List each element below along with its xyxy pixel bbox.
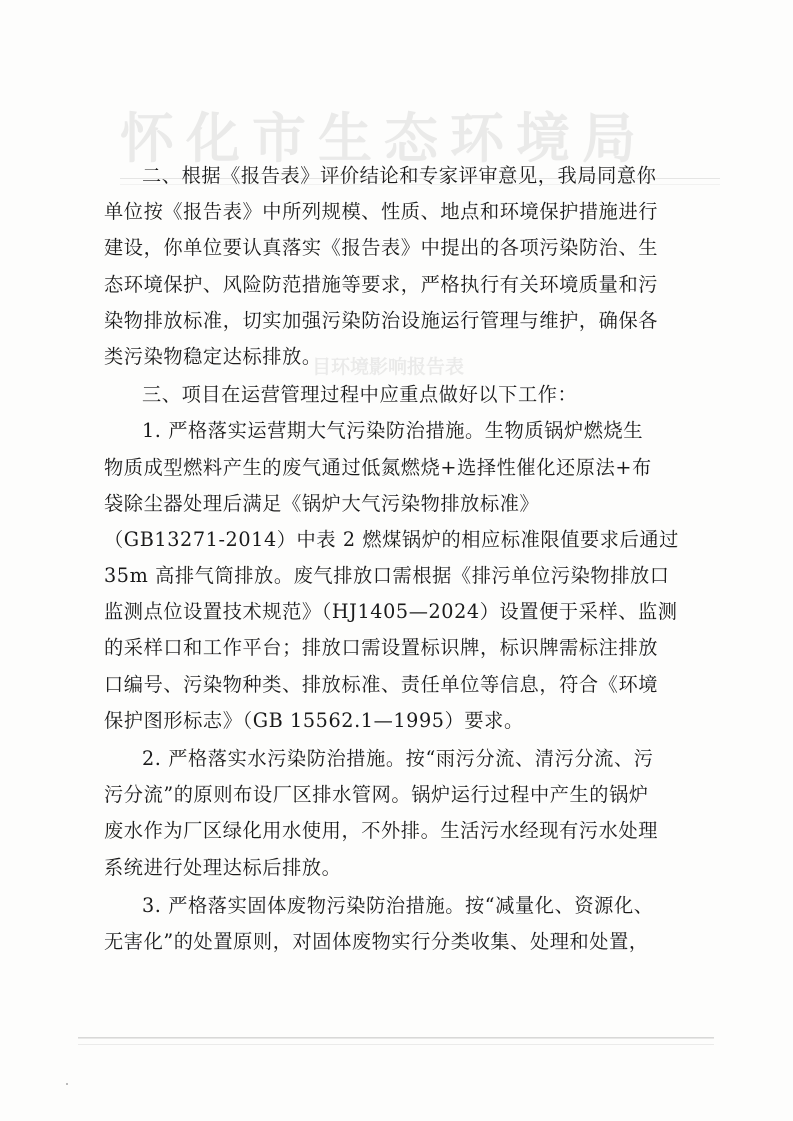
paragraph-line: 单位按《报告表》中所列规模、性质、地点和环境保护措施进行 [104, 200, 659, 224]
scan-speck [66, 1083, 68, 1085]
paragraph-line: 的采样口和工作平台；排放口需设置标识牌，标识牌需标注排放 [104, 636, 659, 660]
paragraph-line: 35m 高排气筒排放。废气排放口需根据《排污单位污染物排放口 [104, 564, 670, 588]
paragraph-line: （GB13271-2014）中表 2 燃煤锅炉的相应标准限值要求后通过 [104, 527, 679, 551]
paragraph-line: 类污染物稳定达标排放。 [104, 344, 322, 368]
paragraph-line: 无害化”的处置原则，对固体废物实行分类收集、处理和处置， [104, 929, 649, 953]
body-text [104, 158, 704, 960]
paragraph-line: 系统进行处理达标后排放。 [104, 855, 342, 879]
paragraph-line: 污分流”的原则布设厂区排水管网。锅炉运行过程中产生的锅炉 [104, 783, 649, 807]
paragraph-line: 建设，你单位要认真落实《报告表》中提出的各项污染防治、生 [104, 236, 659, 260]
paragraph-line: 监测点位设置技术规范》（HJ1405—2024）设置便于采样、监测 [104, 600, 678, 624]
paragraph-line: 二、根据《报告表》评价结论和专家评审意见，我局同意你 [142, 164, 657, 187]
show-through-heading: 目环境影响报告表 [312, 356, 465, 378]
show-through-letterhead: 怀化市生态环境局 [120, 106, 648, 170]
paragraph-line: 染物排放标准，切实加强污染防治设施运行管理与维护，确保各 [104, 308, 659, 332]
paragraph-line: 物质成型燃料产生的废气通过低氮燃烧+选择性催化还原法+布 [104, 455, 652, 479]
paragraph-line: 三、项目在运营管理过程中应重点做好以下工作： [142, 383, 578, 407]
footer-rule [78, 1037, 714, 1039]
paragraph-line: 保护图形标志》（GB 15562.1—1995）要求。 [104, 708, 524, 732]
paragraph-line: 1. 严格落实运营期大气污染防治措施。生物质锅炉燃烧生 [142, 419, 644, 443]
paragraph-line: 态环境保护、风险防范措施等要求，严格执行有关环境质量和污 [104, 272, 659, 296]
footer-rule [78, 1044, 714, 1045]
paragraph-line: 3. 严格落实固体废物污染防治措施。按“减量化、资源化、 [142, 893, 654, 917]
paragraph-line: 2. 严格落实水污染防治措施。按“雨污分流、清污分流、污 [142, 747, 654, 770]
paragraph-line: 袋除尘器处理后满足《锅炉大气污染物排放标准》 [104, 491, 540, 515]
paragraph-line: 口编号、污染物种类、排放标准、责任单位等信息，符合《环境 [104, 672, 659, 696]
paragraph-line: 废水作为厂区绿化用水使用，不外排。生活污水经现有污水处理 [104, 819, 659, 843]
